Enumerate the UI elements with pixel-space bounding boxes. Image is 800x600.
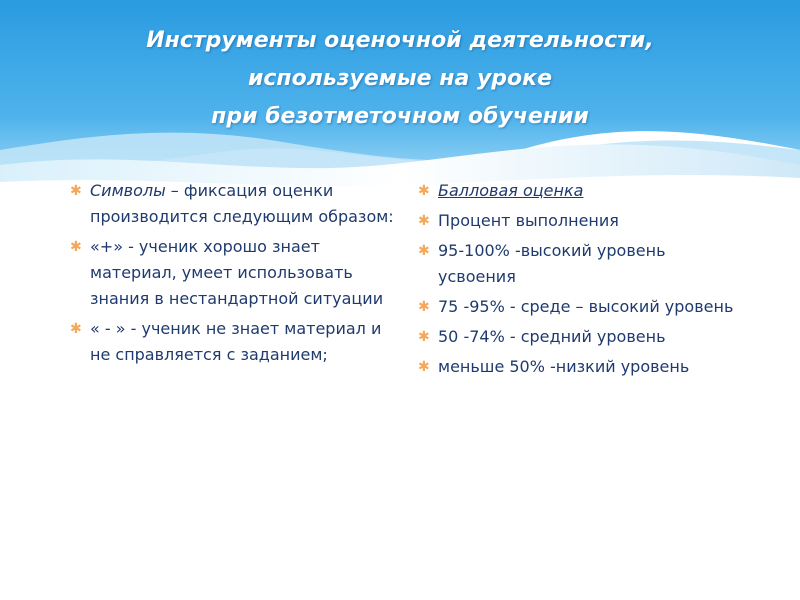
bullet-star-icon: ✱ xyxy=(418,213,430,229)
slide-title xyxy=(60,22,740,136)
title-line-1: Инструменты оценочной деятельности, xyxy=(146,28,654,53)
list-item xyxy=(414,354,744,380)
list-item xyxy=(414,208,744,234)
list-item xyxy=(414,238,744,290)
list-item xyxy=(414,324,744,350)
plus-symbol-text: «+» - ученик хорошо знает материал, умеет использовать знания в нестандартной ситуации xyxy=(90,237,384,308)
left-column xyxy=(66,178,396,372)
bullet-star-icon: ✱ xyxy=(418,329,430,345)
level-mid-high-text: 75 -95% - среде – высокий уровень xyxy=(438,297,734,316)
level-mid-text: 50 -74% - средний уровень xyxy=(438,327,666,346)
list-item xyxy=(66,234,396,312)
level-high-text: 95-100% -высокий уровень усвоения xyxy=(438,241,666,286)
bullet-star-icon: ✱ xyxy=(418,299,430,315)
bullet-star-icon: ✱ xyxy=(70,239,82,255)
symbols-text: – фиксация оценки производится следующим образом: xyxy=(90,181,394,226)
bullet-star-icon: ✱ xyxy=(418,359,430,375)
bullet-star-icon: ✱ xyxy=(70,321,82,337)
score-assessment-heading: Балловая оценка xyxy=(438,181,584,200)
list-item xyxy=(66,178,396,230)
bullet-star-icon: ✱ xyxy=(418,183,430,199)
list-item xyxy=(414,294,744,320)
list-item xyxy=(66,316,396,368)
right-column xyxy=(414,178,744,384)
title-line-2: используемые на уроке xyxy=(247,66,553,91)
list-item xyxy=(414,178,744,204)
title-line-3: при безотметочном обучении xyxy=(211,104,589,129)
left-bullet-list xyxy=(66,178,396,368)
minus-symbol-text: « - » - ученик не знает материал и не справляется с заданием; xyxy=(90,319,382,364)
symbols-lead: Символы xyxy=(90,181,166,200)
right-bullet-list xyxy=(414,178,744,380)
completion-percent-text: Процент выполнения xyxy=(438,211,619,230)
bullet-star-icon: ✱ xyxy=(70,183,82,199)
level-low-text: меньше 50% -низкий уровень xyxy=(438,357,690,376)
bullet-star-icon: ✱ xyxy=(418,243,430,259)
